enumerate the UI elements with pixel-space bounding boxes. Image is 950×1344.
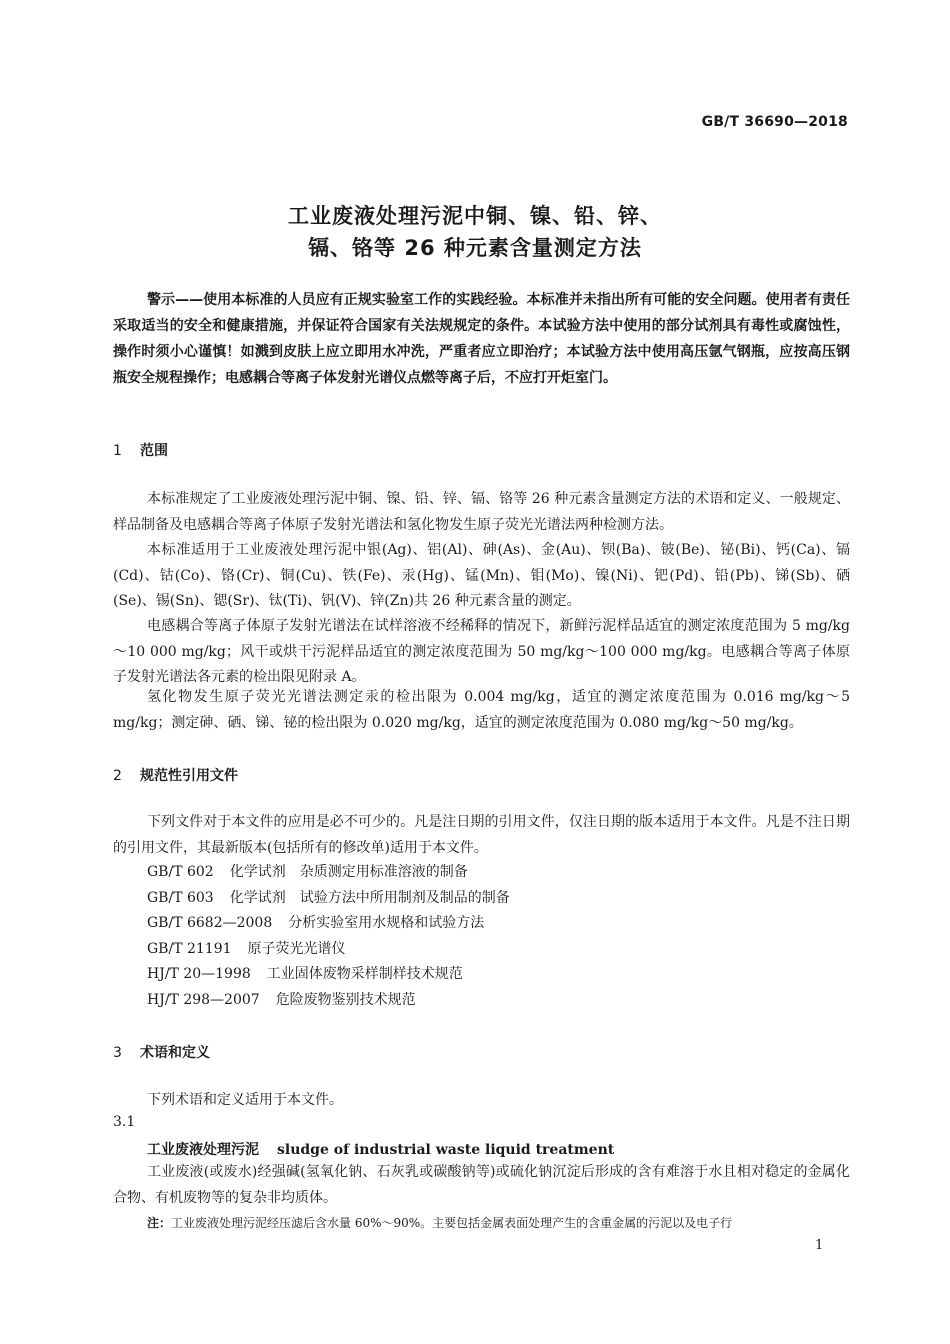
section-title: 术语和定义 — [140, 1045, 210, 1061]
reference-code: GB/T 6682—2008 — [147, 915, 273, 931]
reference-item — [147, 962, 510, 988]
term-definition: 工业废液(或废水)经强碱(氢氧化钠、石灰乳或碳酸钠等)或硫化钠沉淀后形成的含有难溶于水且相对稳定的金属化合物、有机废物等的复杂非均质体。 — [113, 1164, 850, 1206]
terms-intro: 下列术语和定义适用于本文件。 — [147, 1092, 343, 1108]
term-entry — [147, 1139, 614, 1159]
reference-title: 化学试剂 杂质测定用标准溶液的制备 — [229, 864, 468, 880]
reference-title: 原子荧光光谱仪 — [247, 940, 346, 957]
scope-paragraph-4: 氢化物发生原子荧光光谱法测定汞的检出限为 0.004 mg/kg，适宜的测定浓度范围为 0.016 mg/kg～5 mg/kg；测定砷、硒、锑、铋的检出限为 0.020 mg/kg，适宜的测定浓度范围为 0.080 mg/kg～50 mg/kg。 — [113, 689, 850, 731]
clause-number: 3.1 — [113, 1114, 136, 1130]
term-english: sludge of industrial waste liquid treatment — [277, 1142, 615, 1158]
reference-title: 危险废物鉴别技术规范 — [275, 991, 416, 1008]
reference-code: GB/T 603 — [147, 889, 214, 906]
safety-warning: 警示——使用本标准的人员应有正规实验室工作的实践经验。本标准并未指出所有可能的安全问题。使用者有责任采取适当的安全和健康措施，并保证符合国家有关法规规定的条件。本试验方法中使用的部分试剂具有毒性或腐蚀性，操作时须小心谨慎！如溅到皮肤上应立即用水冲洗，严重者应立即治疗；本试验方法中使用高压氩气钢瓶，应按高压钢瓶安全规程操作；电感耦合等离子体发射光谱仪点燃等离子后，不应打开炬室门。 — [113, 292, 850, 386]
section-number: 2 — [113, 768, 122, 784]
reference-title: 工业固体废物采样制样技术规范 — [266, 966, 463, 982]
section-3-heading — [113, 1042, 210, 1062]
page-number: 1 — [815, 1238, 824, 1253]
reference-code: GB/T 602 — [147, 864, 214, 880]
reference-item — [147, 937, 510, 963]
note-label: 注： — [147, 1216, 172, 1230]
term-chinese: 工业废液处理污泥 — [147, 1142, 259, 1158]
reference-title: 化学试剂 试验方法中所用制剂及制品的制备 — [229, 889, 510, 906]
section-number: 3 — [113, 1045, 122, 1061]
note-text: 工业废液处理污泥经压滤后含水量 60%～90%。主要包括金属表面处理产生的含重金属的污泥以及电子行 — [171, 1216, 733, 1230]
scope-paragraph-1: 本标准规定了工业废液处理污泥中铜、镍、铅、锌、镉、铬等 26 种元素含量测定方法的术语和定义、一般规定、样品制备及电感耦合等离子体原子发射光谱法和氢化物发生原子荧光光谱法两种检测方法。 — [113, 491, 850, 533]
section-1-heading — [113, 440, 168, 460]
standard-number: GB/T 36690—2018 — [701, 114, 848, 130]
reference-item — [147, 860, 510, 886]
reference-item — [147, 988, 510, 1014]
term-note — [147, 1214, 850, 1231]
document-title-line-1: 工业废液处理污泥中铜、镍、铅、锌、 — [288, 204, 662, 228]
section-2-heading — [113, 765, 238, 785]
section-title: 规范性引用文件 — [140, 768, 238, 784]
scope-paragraph-2: 本标准适用于工业废液处理污泥中银(Ag)、铝(Al)、砷(As)、金(Au)、钡(Ba)、铍(Be)、铋(Bi)、钙(Ca)、镉(Cd)、钴(Co)、铬(Cr)、铜(Cu)、铁(Fe)、汞(Hg)、锰(Mn)、钼(Mo)、镍(Ni)、钯(Pd)、铅(Pb)、锑(Sb)、硒(Se)、锡(Sn)、锶(Sr)、钛(Ti)、钒(V)、锌(Zn)共 26 种元素含量的测定。 — [113, 542, 850, 609]
reference-title: 分析实验室用水规格和试验方法 — [288, 915, 485, 931]
section-title: 范围 — [140, 443, 168, 459]
reference-item — [147, 886, 510, 912]
reference-code: HJ/T 20—1998 — [147, 966, 251, 982]
reference-code: HJ/T 298—2007 — [147, 991, 260, 1008]
references-intro: 下列文件对于本文件的应用是必不可少的。凡是注日期的引用文件，仅注日期的版本适用于本文件。凡是不注日期的引用文件，其最新版本(包括所有的修改单)适用于本文件。 — [113, 814, 850, 856]
normative-reference-list — [147, 860, 510, 1013]
reference-code: GB/T 21191 — [147, 940, 232, 957]
document-title-line-2: 镉、铬等 26 种元素含量测定方法 — [308, 236, 642, 260]
reference-item — [147, 911, 510, 937]
scope-paragraph-3: 电感耦合等离子体原子发射光谱法在试样溶液不经稀释的情况下，新鲜污泥样品适宜的测定浓度范围为 5 mg/kg～10 000 mg/kg；风干或烘干污泥样品适宜的测定浓度范围为 50 mg/kg～100 000 mg/kg。电感耦合等离子体原子发射光谱法各元素的检出限见附录 A。 — [113, 618, 850, 685]
section-number: 1 — [113, 443, 122, 459]
